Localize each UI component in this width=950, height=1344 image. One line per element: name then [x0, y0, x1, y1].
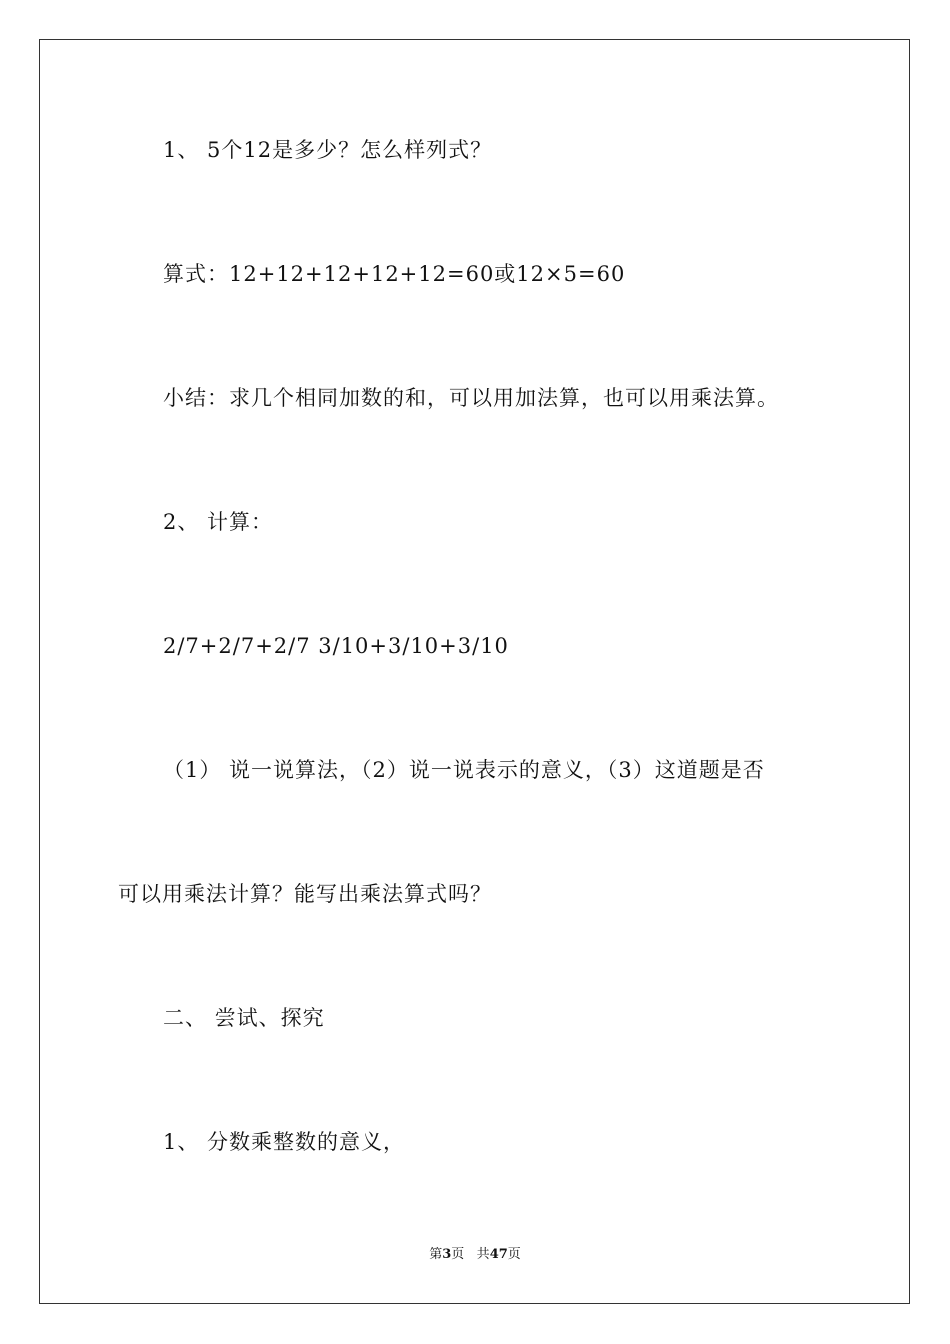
- text-line-1: 1、 5个12是多少？怎么样列式？: [163, 138, 493, 162]
- footer-total-unit: 页: [507, 1247, 521, 1262]
- footer-total-prefix: 共: [476, 1247, 490, 1262]
- page-border: [39, 39, 910, 1304]
- text-line-3: 小结：求几个相同加数的和，可以用加法算，也可以用乘法算。: [163, 386, 779, 410]
- footer-total-pages: 47: [489, 1247, 508, 1262]
- text-line-2: 算式：12+12+12+12+12=60或12×5=60: [163, 262, 626, 286]
- text-line-6: （1） 说一说算法，（2）说一说表示的意义，（3）这道题是否: [163, 758, 765, 782]
- text-line-7: 可以用乘法计算？能写出乘法算式吗？: [118, 882, 492, 906]
- text-line-9: 1、 分数乘整数的意义，: [163, 1130, 406, 1154]
- footer-prefix: 第: [429, 1247, 443, 1262]
- text-line-8: 二、 尝试、探究: [163, 1006, 325, 1030]
- text-line-5: 2/7+2/7+2/7 3/10+3/10+3/10: [163, 634, 509, 658]
- footer-page-number: 3: [442, 1247, 452, 1262]
- footer-page-unit: 页: [451, 1247, 465, 1262]
- text-line-4: 2、 计算：: [163, 510, 274, 534]
- page-footer: [0, 1246, 950, 1264]
